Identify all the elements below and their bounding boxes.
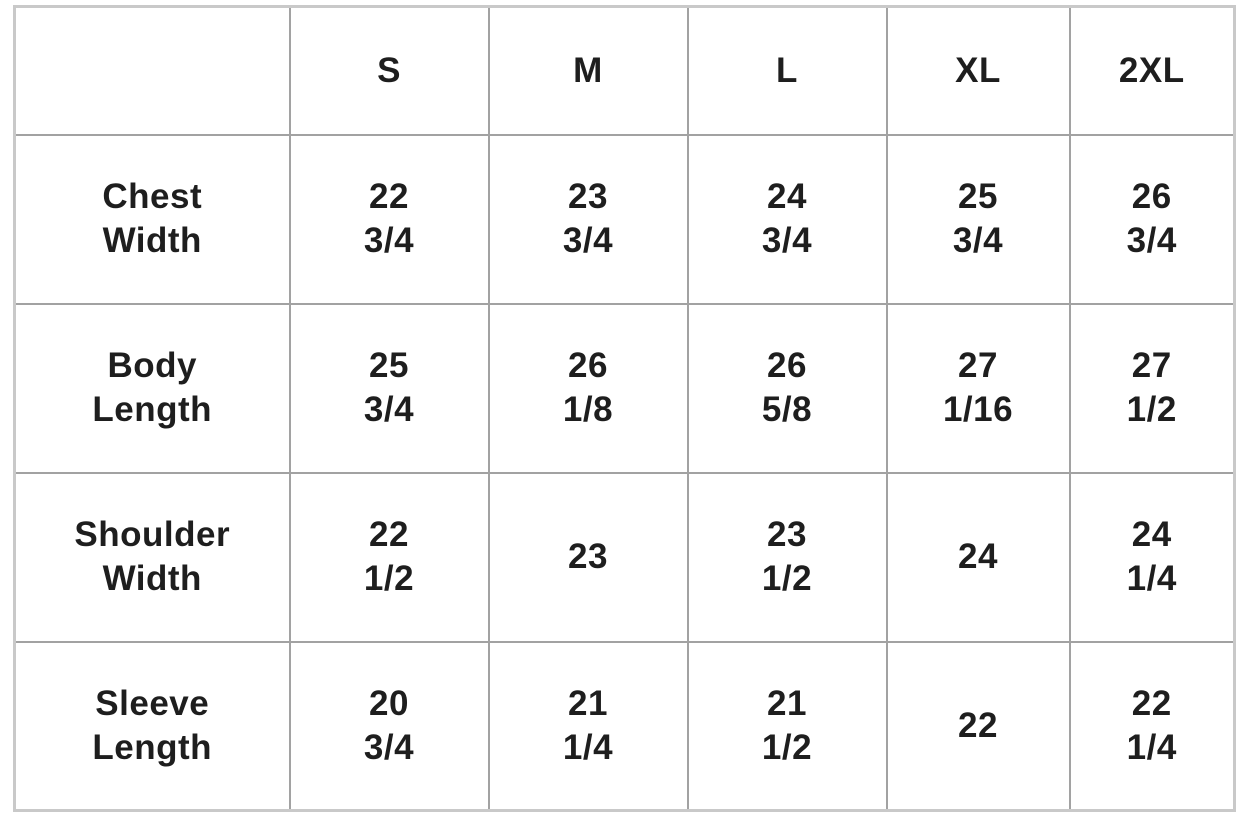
row-label-shoulder-width: [15, 473, 290, 642]
size-cell-chest-2xl: [1070, 135, 1235, 304]
size-chart-table: [13, 5, 1236, 812]
cell-value-line1: 22: [369, 177, 409, 216]
table-row-sleeve-length: [15, 642, 1235, 811]
table-row-shoulder-width: [15, 473, 1235, 642]
cell-value-line2: 1/2: [1126, 390, 1177, 429]
cell-value-line2: 3/4: [952, 221, 1004, 260]
row-label-line2: Length: [92, 727, 213, 767]
row-label-body-length: [15, 304, 290, 473]
corner-cell: [15, 7, 290, 135]
table-row-chest-width: [15, 135, 1235, 304]
column-header-2xl: 2XL: [1070, 7, 1235, 135]
cell-value-line1: 26: [1131, 177, 1172, 216]
cell-value-line2: 1/4: [1126, 727, 1177, 767]
size-cell-sleeve-l: [688, 642, 887, 811]
cell-value-line1: 23: [767, 515, 807, 554]
size-cell-chest-xl: [887, 135, 1070, 304]
row-label-line1: Shoulder: [74, 515, 231, 554]
cell-value-line2: 3/4: [1126, 221, 1177, 260]
size-cell-chest-m: [489, 135, 688, 304]
cell-value-line1: 24: [1131, 515, 1172, 554]
cell-value-line1: 21: [767, 683, 807, 723]
row-label-line1: Sleeve: [95, 683, 210, 723]
cell-value-line1: 23: [568, 537, 608, 576]
size-cell-sleeve-2xl: [1070, 642, 1235, 811]
table-row-body-length: [15, 304, 1235, 473]
size-cell-shoulder-m: [489, 473, 688, 642]
column-header-l: L: [688, 7, 887, 135]
size-cell-chest-s: [290, 135, 489, 304]
size-cell-body-l: [688, 304, 887, 473]
cell-value-line1: 22: [369, 515, 409, 554]
cell-value-line1: 23: [568, 177, 608, 216]
cell-value-line2: 3/4: [761, 221, 813, 260]
row-label-line2: Width: [102, 221, 202, 260]
cell-value-line2: 1/16: [942, 390, 1014, 429]
cell-value-line1: 22: [1131, 683, 1172, 723]
cell-value-line2: 1/2: [761, 559, 813, 598]
cell-value-line2: 5/8: [761, 390, 813, 429]
column-header-s: S: [290, 7, 489, 135]
size-cell-sleeve-s: [290, 642, 489, 811]
cell-value-line2: 1/8: [562, 390, 614, 429]
size-cell-shoulder-s: [290, 473, 489, 642]
cell-value-line1: 24: [958, 537, 998, 576]
cell-value-line1: 26: [568, 346, 608, 385]
row-label-sleeve-length: [15, 642, 290, 811]
size-cell-shoulder-l: [688, 473, 887, 642]
cell-value-line1: 27: [1131, 346, 1172, 385]
cell-value-line2: 1/2: [761, 727, 813, 767]
header-row: [15, 7, 1235, 135]
cell-value-line1: 26: [767, 346, 807, 385]
size-cell-shoulder-2xl: [1070, 473, 1235, 642]
cell-value-line1: 22: [958, 705, 998, 745]
cell-value-line1: 25: [369, 346, 409, 385]
size-cell-sleeve-m: [489, 642, 688, 811]
cell-value-line1: 24: [767, 177, 807, 216]
row-label-line1: Body: [107, 346, 197, 385]
size-cell-body-s: [290, 304, 489, 473]
size-cell-body-2xl: [1070, 304, 1235, 473]
cell-value-line2: 1/4: [562, 727, 614, 767]
size-cell-chest-l: [688, 135, 887, 304]
cell-value-line2: 3/4: [363, 221, 415, 260]
size-cell-body-m: [489, 304, 688, 473]
cell-value-line2: 1/2: [363, 559, 415, 598]
row-label-chest-width: [15, 135, 290, 304]
cell-value-line2: 3/4: [562, 221, 614, 260]
column-header-m: M: [489, 7, 688, 135]
cell-value-line2: 3/4: [363, 390, 415, 429]
cell-value-line2: 3/4: [363, 727, 415, 767]
size-cell-body-xl: [887, 304, 1070, 473]
size-cell-shoulder-xl: [887, 473, 1070, 642]
cell-value-line1: 25: [958, 177, 998, 216]
row-label-line2: Length: [92, 390, 213, 429]
cell-value-line1: 20: [369, 683, 409, 723]
cell-value-line1: 21: [568, 683, 608, 723]
cell-value-line2: 1/4: [1126, 559, 1177, 598]
size-cell-sleeve-xl: [887, 642, 1070, 811]
cell-value-line1: 27: [958, 346, 998, 385]
row-label-line1: Chest: [102, 177, 203, 216]
column-header-xl: XL: [887, 7, 1070, 135]
row-label-line2: Width: [102, 559, 202, 598]
